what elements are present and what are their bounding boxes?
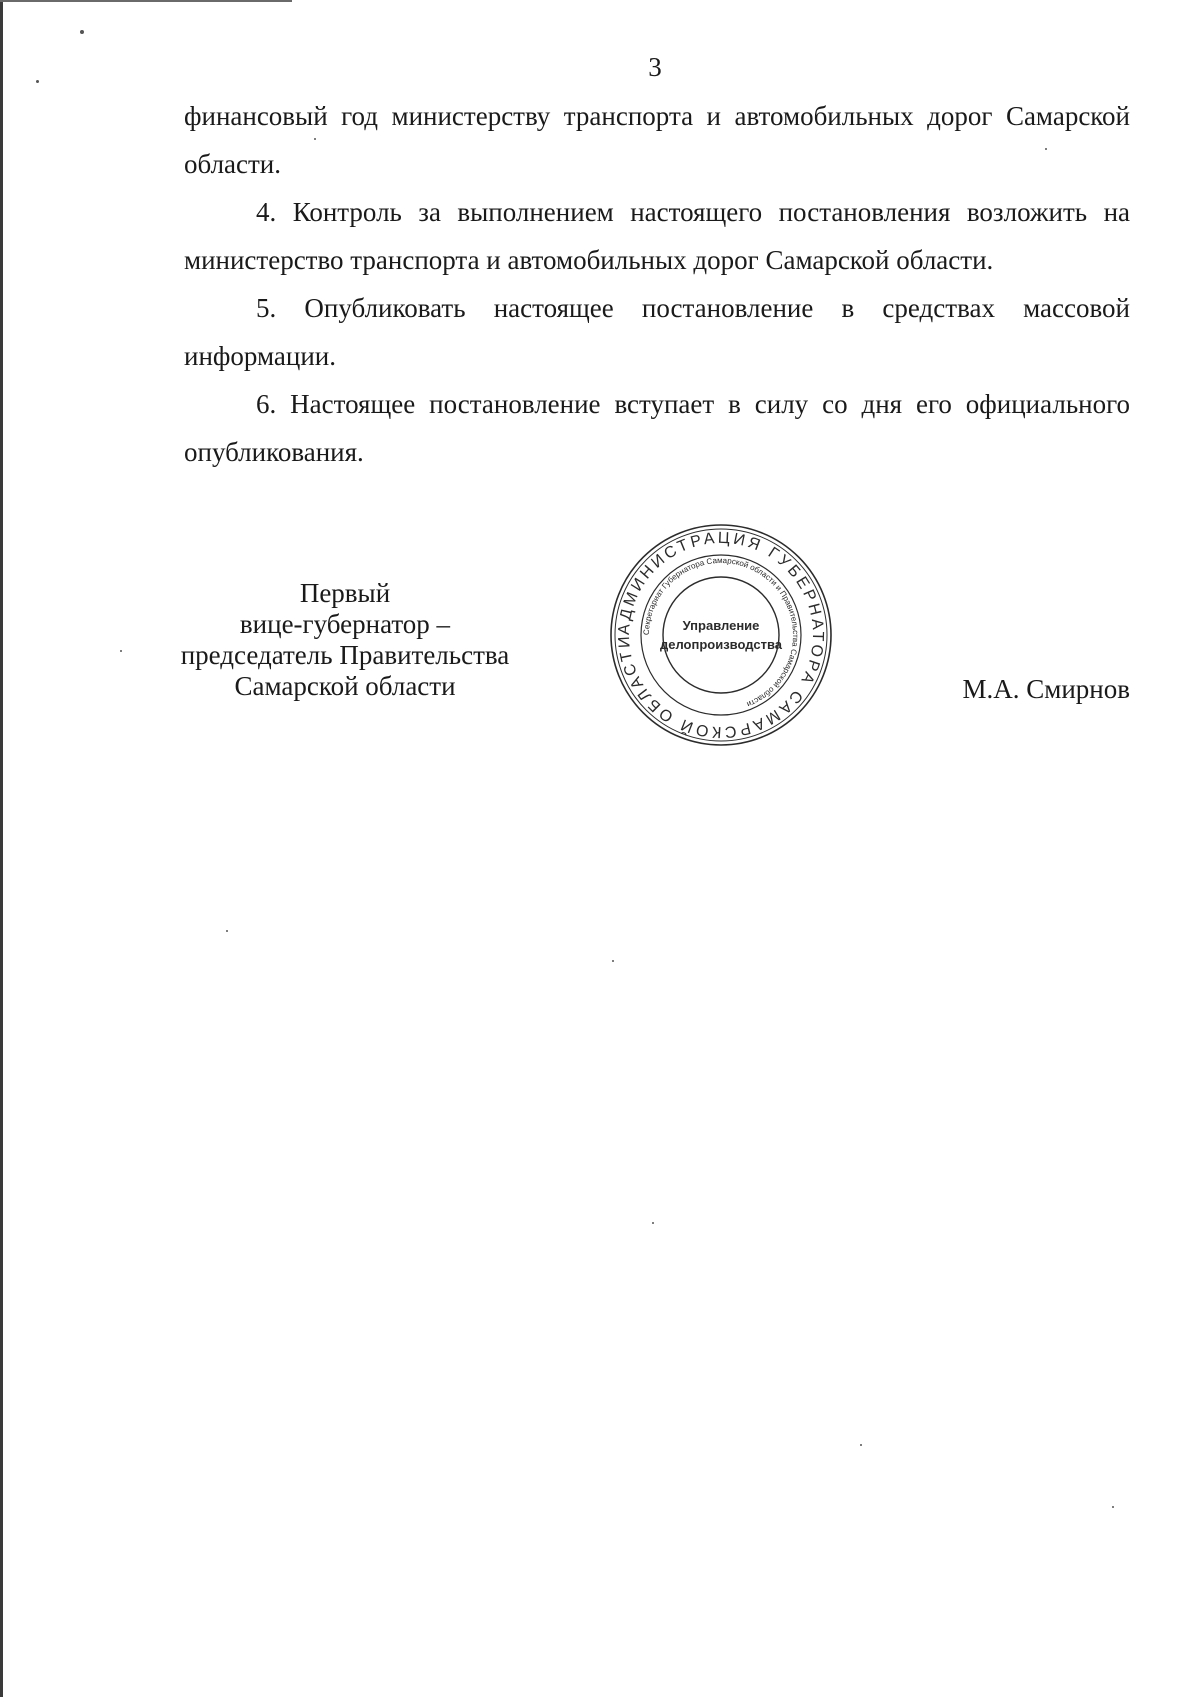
paragraph: 4. Контроль за выполнением настоящего постановления возложить на министерство транспорта и автомобильных дорог Самарской области.	[184, 197, 1130, 275]
scan-speck	[612, 960, 614, 962]
signatory-title-line: Самарской области	[234, 671, 456, 701]
paragraph: 6. Настоящее постановление вступает в силу со дня его официального опубликования.	[184, 389, 1130, 467]
stamp-outer-text: АДМИНИСТРАЦИЯ ГУБЕРНАТОРА САМАРСКОЙ ОБЛАСТИ	[615, 529, 827, 741]
signatory-title-line: вице-губернатор –	[239, 609, 451, 639]
signatory-title-line: председатель Правительства	[180, 640, 510, 670]
official-stamp	[608, 522, 834, 748]
scan-left-edge	[0, 0, 3, 1697]
signatory-title	[160, 578, 530, 702]
scan-speck	[120, 650, 122, 652]
stamp-middle-ring	[641, 555, 801, 715]
paragraph: финансовый год министерству транспорта и автомобильных дорог Самарской области.	[184, 101, 1130, 179]
scan-speck	[860, 1444, 862, 1446]
stamp-center-line-2: делопроизводства	[659, 637, 783, 652]
scan-speck	[36, 80, 39, 83]
scan-speck	[226, 930, 228, 932]
signatory-name: М.А. Смирнов	[962, 674, 1130, 704]
scan-speck	[314, 138, 316, 140]
stamp-center-line-1: Управление	[682, 618, 760, 633]
page-number: 3	[648, 52, 662, 82]
scan-top-edge	[0, 0, 292, 2]
stamp-inner-ring-text: Секретариат Губернатора Самарской области и Правительства Самарской области	[641, 555, 801, 709]
scan-speck	[1045, 148, 1047, 150]
stamp-inner-ring	[663, 577, 779, 693]
scan-speck	[80, 30, 84, 34]
scan-speck	[1112, 1506, 1114, 1508]
document-body	[184, 92, 1130, 476]
paragraph: 5. Опубликовать настоящее постановление в средствах массовой информации.	[184, 293, 1130, 371]
scan-speck	[652, 1222, 654, 1224]
signatory-title-line: Первый	[299, 578, 391, 608]
